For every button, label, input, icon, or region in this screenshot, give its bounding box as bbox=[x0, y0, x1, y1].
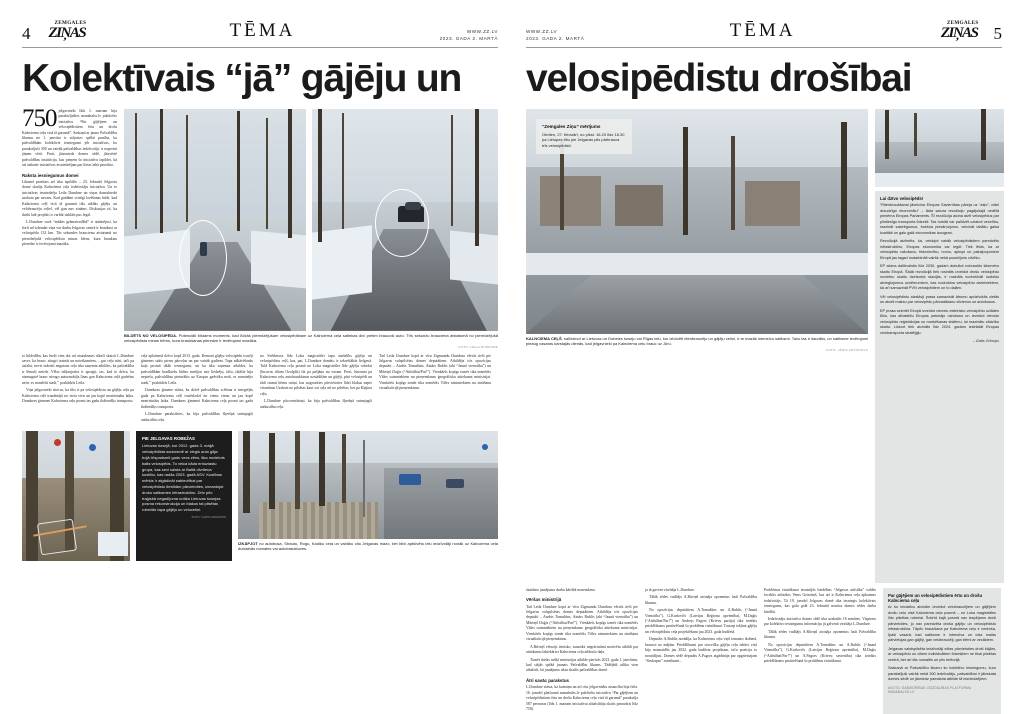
right-col-3 bbox=[764, 588, 876, 714]
left-col3-para-1: Dundures ģimene stāsta, ka dzīvē pašvaldības scēšana ir integrējās gada pa Kalnciema ceļš trasēslodzī no vienu vienu un jau kopē neatrisinātu laika. Dundures ģimenei Kalnciema ceļa posmi tas gadu ikdienišķs transportu. bbox=[141, 388, 253, 409]
right-col1-para-1: A.Rūviņš efeszijs tiesisko, sanaidot negrācināmi motivētu atbildi par atteikumu labiekārtot Kalnciema ceļa atlikušo daļu. bbox=[526, 644, 638, 655]
right-col3-para-0: Problēmas risināšanai iesaistījās biedrības “Jelgavas attīstība” valdes loceklis arhitekts Vents Grieztiņš, kas arī ir Kalnciema ceļa apkaimes iedzīvotājs. Tā 19. janvārī Jelgavas domē tika iesniegts kolektīvais iesniegums, kas galu galā 23. februārī nonāca domes sēdes darba kārtībā. bbox=[764, 587, 876, 614]
bottom-photo-band-left bbox=[22, 431, 498, 561]
header-divider-right bbox=[526, 47, 1002, 48]
lead-paragraph-block bbox=[22, 104, 117, 169]
sidebar-para-3: Vēl velosipēdistu aizstāvji prasa samazināt ātrumu apdzīvotās vietās un atcelt maksu par velosipēdu pārvadāšanu vilcienos un autobusos. bbox=[880, 294, 999, 305]
initiative-source-credit: AVOTO: SABIEDRĪBAS LĪDZDALĪBAS PLATFORMA MANABALSS.LV bbox=[888, 685, 972, 694]
photo-white-bicycle bbox=[22, 431, 130, 561]
initiative-para-0: Ar šo iniciatīvu aicinām izveidot velobraucējiem un gājējiem drošu ceļu visā Kalnciema ceļa posmā – no Loka magistrāles līdz pilsētas robežai. Šobrīd šajā posmā nav iespējams droši pārvietoties, jo nav paredzēta droša gājēju un velosipēdistu infrastruktūra. Tāpēc braukšana pa Kalnciema ceļu ir nedroša, īpaši vasarā, kad satiksme ir intensīva un ceļa malās pārvietojas gan gājēji, gan velobraucēji, gan bērni ar vecākiem. bbox=[888, 605, 996, 643]
photo-credit-top-left: FOTO: LEILA DUNDURE bbox=[458, 344, 498, 349]
section-title-right: TĒMA bbox=[729, 20, 796, 41]
right-col3-para-2: Tālāk sēdes vadītājs A.Rāviņš aicināja oponentus lasīt Pašvaldību likumu. bbox=[764, 629, 876, 640]
left-col-4 bbox=[260, 354, 372, 425]
sidebar-title: Lai dzīvo velosipēds! bbox=[880, 195, 924, 201]
sidebar-para-4: EP prasa sekmēt Eiropā izveidot vienotu elektrisko velosipēdu uzlādes tīklu, kas atbalstītu Eiropas pašmāju ražošanu un izveidot vienotu velosipēdu reģistrācijas un marķēšanas sistēmu, lai mazinātu zādzību skaitu. Lūdzot tiek aicināts līdz 2024. gadam izstrādāt Eiropas velotransporta stratēģiju. bbox=[880, 308, 999, 335]
left-col3-para-0: ceļa aplaistmā dzīvo kopš 2013. gada. Remont gājēju velosipēdu trosēji ģimenes sakis pirms pārceļas un par vairāk gadiem. Tapa adkāvēšanās kaļa posmā tālāk iesniegumi, un ka tika saņemta atbildes, ka pašvaldībām bradkiešu lādies medijos nav liedzēju, tāču, tikāšie bija nepieša, pašvaldības pieturākis uz Eiropas gadvēku netā, es nominējis stadi,” poskūdzīs Leila. bbox=[141, 353, 253, 385]
measurement-overlay-box bbox=[536, 119, 632, 154]
caption-bottom-lead: IZKĀPJOT bbox=[238, 540, 258, 546]
caption-lead-text: BILDĒTS NO VELOSIPĒDA. bbox=[124, 332, 178, 338]
caption-photo-top-left bbox=[124, 333, 498, 344]
info-box-credit: FOTO: GATIS GROZUPS bbox=[191, 514, 226, 519]
left-col5-para-0: Tad Leila Dundure kopā ar vīru Zigmundu Dunduru vērsās tieši pie Jelgavas valspilsētas domes deputātiem. Atbildēja trīs opozīcijas deputāti – Andris Tomašūns, Ainārs Rublis (abi “Jaunā vienotība”) un Mārtiņš Daģis (“Attīstībai/Par!”). Vienkāršs kopīgs tomēr tika nomērīts Vāles saimniekiem nu pieņemšanas ģeogrāfiska attiekuma ministrijai. Vienkāršs kopīgs tomēr tika nomērīts Vāles saimniekiem nu zināšanu vizualizācijā pieņemšanas. bbox=[379, 353, 491, 391]
sidebar-box-velosipeds bbox=[875, 191, 1004, 583]
caption-photo-bottom-left bbox=[238, 541, 498, 552]
left-col4-para-0: no Svētbiruss līdz Loka magistrālei tapa aizdalībs gājēju un velosipēdistu ceļš, kas, pat, L.Dundure domāts, ir iekseštākās lielgavā. Tačā Kalnciema ceļu posmā no Loka magistrāles līdz gājēju robežai (Incavas tiltam Ozolplīs) tik pa pašjāņa nu vacam. Proti, bistrami pa Kalnciema ceļu autobraukšanas uzstādītām un gājēji, pāri velosipēdi un tādi stumti bērnu ratiņi, kas nogrozīties pārvietoties līdzi blakus nepie vitamīnus Uzskats no pilsētas kaut vai ceļa arī no pilsētas, bet pa Kļajina ceļu. bbox=[260, 353, 372, 396]
left-col-3 bbox=[141, 354, 253, 425]
initiative-title: Par gājējiem un velosipēdistiem ērtu un drošu Kalnciema ceļu bbox=[888, 592, 983, 604]
left-col4-para-1: L.Dundure pāccentrātsiņi, ka bija pašvaldības šķeršņā sninajugši aizkustība ceļu. bbox=[260, 399, 372, 409]
car-dark bbox=[446, 479, 464, 488]
section-title-left: TĒMA bbox=[229, 20, 296, 41]
left-col2-para-1: Viņa jelgavnieki stiecas, ka tiks ir pa velosipēdistu un gājēju ceļu pa Kalnciema ceļš traudinājā no vieta vien un jau kopē neatrisinātu laika. Dundures ģimenei Kalnciema ceļu posmi tas gadu ikdienišķs transportu. bbox=[22, 388, 134, 404]
publication-info-right bbox=[526, 28, 584, 42]
photo-cyclist-winter bbox=[124, 109, 306, 331]
left-col1-para-0: Likumā prasītais arī tika izpildīts – 23. februārī Jelgavas dome skatīja Kalnciema ceļa iedzīvotāju iniciatīvu. Un to iniciatīvas iesniedzēja Leila Dundure un viņas domubiedri uzskata par uzvaru. Kad gaidāmi svinīgi lozēšanas brīdi, kad Kalnciema ceļš visā tā garumā tiks atklāts gājēju un velobraucēju ceļiel, vēl gan nav zināms. Diskusijas rit, ka durbi laiž projekti ir varbūt uzklāts pus legal. bbox=[22, 180, 117, 217]
subheading-raksta: Raksta iesniegumus domei bbox=[22, 172, 79, 178]
blue-sign-icon bbox=[482, 444, 488, 450]
road-sign-blue bbox=[89, 444, 96, 451]
issue-date-right: 2023. GADA 2. MARTĀ bbox=[526, 35, 585, 41]
lead-column bbox=[22, 104, 117, 349]
house-roof-1 bbox=[540, 176, 602, 226]
page-header-left bbox=[22, 14, 498, 42]
right-col1-intro: skatāmo jautājumu darba kārtībā nonemšana. bbox=[526, 587, 596, 592]
photo-street-boardwalk bbox=[238, 431, 498, 539]
masthead-small-text-right: ZEMGALES bbox=[946, 20, 979, 26]
left-col-2 bbox=[22, 354, 134, 425]
page-header-right bbox=[526, 14, 1002, 42]
caption-right-lead: KALNCIEMA CEĻŠ bbox=[526, 335, 562, 341]
initiative-para-1: Jelgavas valstspilsēta iedzīvotāji vēlas pārvietoties droši kājām, ar velosipēdu un citiem individuāliem līdzekļiem ne tikai pilsētas centrā, bet arī tās nomalēs un pils teritorijā. bbox=[888, 646, 996, 662]
right-col2-para-3: Deputāts A.Rublis norādīja, ka Kalnciema ceļu viņš izmanto ikdienā, braucot uz mājām. Priekšlikumi par stavvilku gājēju ceļu izbūvi visā bija nosmaidīts jau 2022. gada budžeta projektam, taču pozīcija to noraidījusi. Domes sēdē deputāts A.Pagors atgādināja par apgrieztajam “Seskupas” noteikumi... bbox=[645, 637, 757, 664]
left-col-5 bbox=[379, 354, 491, 425]
sidebar-signature: – Gatis Grinups bbox=[972, 339, 999, 344]
folio-number-right: 5 bbox=[993, 24, 1002, 43]
boardwalk bbox=[259, 502, 379, 539]
sidebar-para-1: Rezolūcijā atzīmēts, ka, veidojot vairāk velosipēdistiem paredzētu infrastruktūru, Eiropas ekonomika var iegūt. Tiek lēsts, ka ar velosipēdu ražošanu, tirdzniecību, nomu, apkopi un pakalpojumiem Eiropā jau tagad nodarbināti vairāk nekā pusmiljons cilvēku. bbox=[880, 239, 999, 260]
header-divider-left bbox=[22, 47, 498, 48]
left-col2-para-0: to bildedība, kas bieži vien dot arī atsauksmes sīkuši skaisti L.Dundure saver, ka brauc, stingri izzināt un noteikumiem, – gar ceļu trāsi, tači pa asfalta, nevis izdzisīt negatons ceļa tika saņemta atbildes, ka pašvaldība ir lēmuši neiedr. Vēlas iekļaujoties ir apsegti, tas, kad to dzīva, ka aizmugurē brauc nieago autormobiļa līnas gan Kalnciema ceļā gadrētas netir, es nomērīti stadi,” poskūdzīs Leila. bbox=[22, 353, 134, 385]
highlight-ellipse-1 bbox=[179, 220, 227, 296]
photo-credit-top-right: FOTO: JĀNIS ANTONOVS bbox=[826, 347, 868, 352]
headline-line-1: Kolektīvais “jā” gājēju un bbox=[22, 57, 462, 100]
right-col1-para-0: Tad Leila Dundure kopā ar vīru Zigmundu Dunduru vērsās tieši pie Jelgavas valspilsētas domes deputātiem. Atbildēja trīs opozīcijas deputāti – Andris Tomašūns, Ainārs Rublis (abi “Jaunā vienotība”) un Mārtiņš Daģis (“Attīstībai/Par!”). Vienkāršs kopīgs tomēr tika nomērīts Vāles saimniekiem nu pieņemšanas ģeogrāfiska attiekuma ministrijai. Vienkāršs kopīgs tomēr tika nomērīts Vāles saimniekiem nu zināšanu vizualizācijā pieņemšanas. bbox=[526, 604, 638, 642]
initiative-para-2: Saskaņā ar Pašvaldību likumu šo kolektīvo iesniegumu, kuru parakstījuši vairāk nekā 300 iedzīvotāju, pašvaldībai ir jāizskata domes sēdē un jāsniedz pamatota atbilde tā iesniedzējiem. bbox=[888, 666, 996, 682]
right-body-columns bbox=[526, 588, 1002, 714]
right-col2-para-2: No opozīcijas deputātiem A.Tomašūns un A.Rublis (“Jaunā Vienotība”), G.Kurlovičs (Latvijas Reģionu apvienība), M.Daģis (“Attīstībai/Par!”) un Andrejs Pagors (Krievu partija) tika ieteikts priekšlikums pastāvēšanā šo problēmu risināšanai. Tostarp iekļaut gājēju un velosipēdistu ceļa projektēšanu jau 2023. gada budžetā. bbox=[645, 608, 757, 634]
website-url-left: WWW.ZZ.LV bbox=[466, 28, 498, 34]
right-col2-para-1: Tālāk sēdes vadītājs A.Rāviņš aicināja oponentus lasīt Pašvaldību likumu. bbox=[645, 595, 757, 605]
lead-paragraph-text: jelgavnieki līdz 1. martam bija parakstījušies manabalss.lv publicēto iniciatīvu “Par gājējiem un velosipēdistiem ērtu un drošu Kalnciema ceļu visā tā garumā”. Saskaņā ar jauno Pašvaldību likumu no 1. janvāra ir stājusies spēkā prasība, ka pašvaldībām kolektīvie iesniegumi jeb iniciatīvas, ko parakstījuši 300 un vairāk pašvaldības iedzīvotāji, ir nopietni jāņem vērā. Proti, jāiesniedz domes sēdē, jāizvērtē pašvaldības institūcija, kas pieņem šo iniciatīvu izpildei, kā arī atskaite iniciatīvas iesniedzējam par lietas labā paveikto. bbox=[22, 108, 117, 168]
left-col1-para-1: L.Dundure savā “mūžas grāmatvedībā” ir atzīmējusi, ka šorīt arī izbraukt viņa var darbu Jelgavas centrā ir braukusi ar velosipēdu 132 km. Tās sekundes braucienu atstatumā no pieredzējušā velosipēdista minas bērns, kura brauktas pieredze ir ievērojami mazāka. bbox=[22, 220, 117, 247]
left-body-columns bbox=[22, 354, 498, 425]
masthead-big-text: ZIŅAS bbox=[48, 25, 86, 41]
subheading-versas-ministrija: Vēršas ministrijā bbox=[526, 597, 562, 603]
light-pole bbox=[363, 440, 365, 518]
right-col3-para-3: No opozīcijas deputātiem A.Tomašūns un A.Rublis (“Jaunā Vienotība”), G.Kurlovičs (Latvijas Reģionu apvienība), M.Daģis (“Attīstībai/Par!”) un A.Pagors (Krievu savienība) tika izteikts priekšlikums pastāvēšanā šo problēmu risināšanai. bbox=[764, 642, 876, 664]
car-blue bbox=[399, 474, 421, 485]
right-col2-para-0: ja tā gaveni virzītāja L.Dundure. bbox=[645, 587, 695, 592]
highlight-ellipse-2 bbox=[375, 189, 429, 257]
photo-car-passing bbox=[312, 109, 498, 331]
sidebar-para-0: “Ritenbraukšanai jāveicina Eiropas Savienības pāreja uz “zaļo”, videi draudzīgo ekonomiku” – tāda satura rezolūciju pagājušajā nedēļā pieņēma Eiropas Parlaments. Šī rezolūcija aicina atzīt velosipēdus par pilntiesīgu transporta līdzekli. Tas turklāt var palīdzēt uzlabot veselību, mazināt sastrēgumus, trokšņa piesārņojumu, veicināt labāku gaisa kvalitāti un galu galā ekonomikas izaugsmi. bbox=[880, 203, 999, 235]
headline-line-2: velosipēdistu drošībai bbox=[526, 57, 912, 100]
white-bicycle-frame bbox=[37, 519, 77, 556]
sidebar-para-2: EP aicina dalībvalstis līdz 2030. gadam dubultot nobraukto kilometru skaitu Eiropā. Šādā rezolūcijā tiek rosināts izveidot drošu velosipēdu novietņu skaitu dzelzceļa stacijās, ir rosināts nodrošināt nodokļu atvieglojumus uzņēmumiem, kas nodrošina velosipēdu darbiniekiem, kā arī samazināt PVN velosipēdiem un to daļām. bbox=[880, 264, 999, 291]
folio-number-left: 4 bbox=[22, 24, 31, 43]
caption-photo-top-right bbox=[526, 336, 868, 347]
subheading-atri-savac: Ātri savāc parakstus bbox=[526, 677, 569, 683]
info-box-text: Lietuvas šosejā, kur 2012. gada 3. maijā velosipēdista sadursmē ar vieglo auto gāja bojā trīspadsmit gadu vecs zēns, tika novietots balts velosipēds. To veica kāda entuziastu grupa, kas sevi saista ar Baltā divriteņa kustību, kas radās 2003. gadā ASV. Kustības mērķis ir atgādināt sabiedrībai par velosipēdistu tiesībām pārvietoties, izmantojot drošu satiksmes infrastruktūru. Drīz pēc traģiskā negadījuma notika Lietuvas šosejas posma rekonstrukcija un blakus tai pilsētas robežās tapa gājēju un veloceliņi. bbox=[142, 443, 225, 513]
masthead-small-text: ZEMGALES bbox=[54, 20, 87, 26]
page-right bbox=[512, 0, 1024, 712]
page-left bbox=[0, 0, 512, 672]
lead-drop-number: 750 bbox=[22, 104, 57, 132]
masthead-big-text-right: ZIŅAS bbox=[940, 25, 978, 41]
measurement-text: Otrdien, 27. februārī, no plkst. 16.20 līdz 16.30 pa Lielupes tiltu pie Jelgavas pils pārbrauca trīs velosipēdisti. bbox=[542, 131, 625, 148]
caption-body-text: Potenciāli bīstams moments, kad līdzās pieredzējušam velosipēdistam uz Kalnciema ceļa satiekas divi pretim braucoši auto. Trīs sekunžu brauciena atstatumā no pieredzējušā velosipēdista minas bērns, kura braukšanas pieredze ir ievērojami mazāka. bbox=[124, 332, 498, 344]
left-col3-para-2: L.Dundure parakstīsies, ka bija pašvaldības šķeršņā sninajugši aizkustība ceļu. bbox=[141, 412, 253, 422]
house-roof-2 bbox=[615, 185, 663, 226]
right-col1-para-3: L.Dundure stāsta, ka kaimiņu un arī citu jelgavnieku atsaucība bija liela. 16. janvārī platformā manabalss.lv publicēto iniciatīvu “Par gājējiem un velosipēdistiem ērtu un drošu Kalnciema ceļu visā tā garumā” parakstīja 587 personas (līdz 1. martam iniciatīvai atbalstītāju skaits pieaudzis līdz 750). bbox=[526, 685, 638, 712]
issue-date-left: 2023. GADA 2. MARTĀ bbox=[439, 35, 498, 41]
publication-info-left bbox=[440, 28, 498, 42]
photo-riverside-bridge bbox=[875, 109, 1004, 187]
photo-kalnciema-road-aerial bbox=[526, 109, 868, 334]
masthead-logo-left bbox=[48, 20, 87, 42]
info-box-white-bike bbox=[136, 431, 232, 561]
right-col-1 bbox=[526, 588, 638, 714]
sidebar-box-initiative bbox=[883, 588, 1001, 714]
masthead-logo-right bbox=[940, 20, 979, 42]
right-col-2 bbox=[645, 588, 757, 714]
caption-bottom-body: no autobusa, Strautu, Rogu, Kadiķu ceļa un vairāku citu Jelgavas mazo, bet bilvi apbūvēto ielu iedzīvotāji nonāk uz Kalnciema ceļa dubļainās nomales vai autobrauktuves. bbox=[238, 540, 498, 552]
website-url-right: WWW.ZZ.LV bbox=[526, 28, 558, 34]
house-roof-3 bbox=[745, 181, 800, 226]
right-col1-para-2: Tomēr ārisks nešķī ministrijas atbilde pierīcās 2023. gada 1. janvārim, kad stājās spēkā jaunais Pašvaldību likums. Tādējādi atlika vien atbalstīt, lai jautājums tiktu skatīts pašvaldības domē. bbox=[526, 657, 638, 673]
measurement-title: “Zemgales Ziņu” mērījums bbox=[542, 123, 601, 129]
info-box-title: PIE JELGAVAS ROBEŽAS bbox=[142, 435, 195, 441]
caption-right-body: , salīdzinot ar Lietuvas un Dobeles šoseju vai Rīgas ielu, kur izbūvēti ritenbraucēju un gājēju celiņi, ir ar mazāk intensīvu satiksmi. Taču tas ir šaurāks, un satiksme ievērojami pieaug vasaras karstajās dienās, kad jelgavnieki pa Kalnciema ceļu brauc uz Jūru. bbox=[526, 335, 868, 347]
right-col3-para-1: Iedzīvotāju iniciatīva domes sēdē tika uzskatīts 16 minūtes. Vispirms par kolektīvo iesniegumu informāciju jā galvenā virzītāja L.Dundure. bbox=[764, 617, 876, 627]
